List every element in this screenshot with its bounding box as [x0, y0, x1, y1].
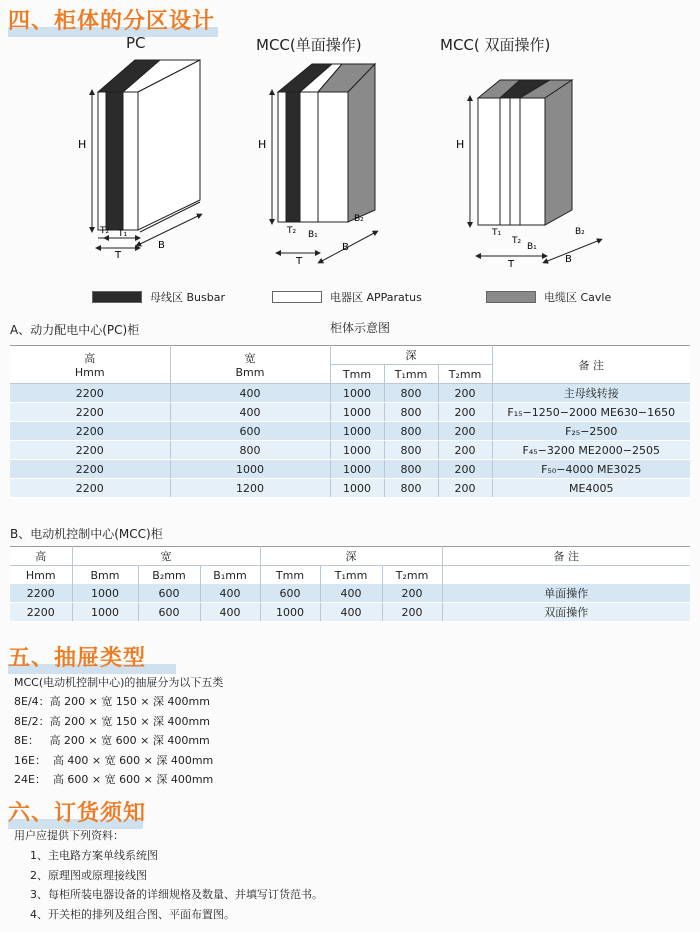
table-a-cell-note: F₄₅−3200 ME2000−2505 — [492, 441, 690, 460]
list-item: 8E： 高 200 × 宽 600 × 深 400mm — [14, 734, 210, 747]
pc-dim-h: H — [78, 138, 87, 151]
section-title-4: 四、柜体的分区设计 — [8, 4, 215, 35]
table-a-cell-t: 1000 — [330, 422, 384, 441]
table-a-cell-w: 1200 — [170, 479, 330, 498]
table-a-cell-t: 1000 — [330, 460, 384, 479]
table-a-cell-t2: 200 — [438, 384, 492, 403]
table-a-cell-note: 主母线转接 — [492, 384, 690, 403]
legend-cable: 电缆区 Cavle — [486, 289, 611, 305]
table-a — [10, 345, 690, 498]
table-b-header-bmm: Bmm — [72, 566, 138, 585]
table-a-cell-w: 400 — [170, 384, 330, 403]
svg-text:T₂: T₂ — [512, 236, 522, 246]
table-row — [10, 479, 690, 498]
pc-cabinet — [78, 60, 200, 261]
table-b-header-h: 高 — [10, 547, 72, 566]
svg-text:T₁: T₁ — [118, 229, 128, 239]
table-a-cell-t: 1000 — [330, 403, 384, 422]
table-a-cell-t2: 200 — [438, 479, 492, 498]
legend-apparatus: 电器区 APParatus — [272, 289, 422, 305]
table-a-header-t1: T₁mm — [384, 365, 438, 384]
table-a-cell-w: 600 — [170, 422, 330, 441]
table-b-cell-note: 双面操作 — [442, 603, 690, 622]
legend-swatch-busbar — [92, 291, 142, 303]
svg-text:T: T — [115, 250, 122, 261]
table-b-header-b2mm: B₂mm — [138, 566, 200, 585]
table-a-cell-t: 1000 — [330, 479, 384, 498]
mcc-double-cabinet — [456, 80, 600, 270]
svg-text:B: B — [158, 240, 165, 251]
table-a-cell-note: F₁₅−1250−2000 ME630−1650 — [492, 403, 690, 422]
list-item: 8E/2：高 200 × 宽 150 × 深 400mm — [14, 714, 210, 728]
section6-intro: 用户应提供下列资料： — [14, 829, 124, 842]
diagram-label-mcc-single: MCC(单面操作) — [256, 36, 362, 54]
table-b-header-t2mm: T₂mm — [382, 566, 442, 585]
svg-text:T: T — [508, 259, 515, 270]
table-a-cell-note: F₂₅−2500 — [492, 422, 690, 441]
table-b-cell-b2: 600 — [138, 584, 200, 603]
table-row — [10, 441, 690, 460]
table-a-cell-h: 2200 — [10, 479, 170, 498]
table-a-cell-w: 400 — [170, 403, 330, 422]
svg-text:T₂: T₂ — [100, 226, 110, 236]
table-a-cell-h: 2200 — [10, 441, 170, 460]
svg-text:B: B — [565, 254, 572, 265]
table-a-cell-t1: 800 — [384, 460, 438, 479]
table-b-cell-h: 2200 — [10, 584, 72, 603]
svg-text:H: H — [258, 138, 267, 151]
table-row — [10, 603, 690, 622]
list-item: 4、开关柜的排列及组合图、平面布置图。 — [30, 907, 235, 921]
diagram-label-mcc-double: MCC( 双面操作) — [440, 36, 551, 54]
table-b-cell-t2: 200 — [382, 584, 442, 603]
table-b-header-blank — [442, 566, 690, 585]
table-a-cell-t1: 800 — [384, 403, 438, 422]
table-a-cell-t2: 200 — [438, 422, 492, 441]
table-b-cell-b1: 400 — [200, 603, 260, 622]
cabinet-diagrams — [0, 0, 700, 290]
table-a-cell-w: 1000 — [170, 460, 330, 479]
table-a-cell-t1: 800 — [384, 479, 438, 498]
table-a-caption: A、动力配电中心(PC)柜 — [10, 323, 140, 337]
table-row — [10, 422, 690, 441]
table-a-header-t: Tmm — [330, 365, 384, 384]
table-a-cell-t2: 200 — [438, 441, 492, 460]
table-a-cell-h: 2200 — [10, 460, 170, 479]
table-b-cell-b2: 600 — [138, 603, 200, 622]
table-a-cell-w: 800 — [170, 441, 330, 460]
table-a-cell-t2: 200 — [438, 403, 492, 422]
svg-text:T: T — [296, 256, 303, 267]
table-row — [10, 584, 690, 603]
table-b — [10, 546, 690, 622]
section-title-5: 五、抽屉类型 — [8, 641, 146, 672]
section-title-6: 六、订货须知 — [8, 796, 146, 827]
table-a-cell-t: 1000 — [330, 384, 384, 403]
table-a-cell-t1: 800 — [384, 422, 438, 441]
svg-text:B₂: B₂ — [354, 214, 364, 224]
section5-intro: MCC(电动机控制中心)的抽屉分为以下五类 — [14, 676, 224, 689]
svg-text:H: H — [456, 138, 465, 151]
table-a-cell-t: 1000 — [330, 441, 384, 460]
table-a-cell-t1: 800 — [384, 441, 438, 460]
table-row — [10, 403, 690, 422]
section6-list — [30, 846, 323, 924]
table-b-cell-b: 1000 — [72, 584, 138, 603]
table-a-header-t2: T₂mm — [438, 365, 492, 384]
table-b-cell-t1: 400 — [320, 603, 382, 622]
table-b-cell-b: 1000 — [72, 603, 138, 622]
table-a-cell-note: ME4005 — [492, 479, 690, 498]
table-a-header-h: 高 Hmm — [10, 346, 170, 384]
svg-text:B₂: B₂ — [575, 227, 585, 237]
list-item: 2、原理图或原理接线图 — [30, 868, 147, 882]
list-item: 16E： 高 400 × 宽 600 × 深 400mm — [14, 753, 214, 767]
table-a-cell-h: 2200 — [10, 422, 170, 441]
list-item: 3、每柜所装电器设备的详细规格及数量、并填写订货范书。 — [30, 888, 323, 901]
table-a-header-d: 深 — [330, 346, 492, 365]
table-b-cell-t2: 200 — [382, 603, 442, 622]
table-a-header-note: 备 注 — [492, 346, 690, 384]
table-b-header-b1mm: B₁mm — [200, 566, 260, 585]
table-b-header-t1mm: T₁mm — [320, 566, 382, 585]
table-b-header-d: 深 — [260, 547, 442, 566]
table-a-cell-t2: 200 — [438, 460, 492, 479]
table-row — [10, 384, 690, 403]
svg-text:B₁: B₁ — [527, 242, 537, 252]
table-a-cell-h: 2200 — [10, 403, 170, 422]
table-b-caption: B、电动机控制中心(MCC)柜 — [10, 527, 163, 541]
svg-text:T₂: T₂ — [287, 226, 297, 236]
svg-text:B: B — [342, 242, 349, 253]
table-b-header-w: 宽 — [72, 547, 260, 566]
legend-busbar: 母线区 Busbar — [92, 289, 225, 305]
legend-swatch-apparatus — [272, 291, 322, 303]
table-a-header-w: 宽 Bmm — [170, 346, 330, 384]
table-b-header-note: 备 注 — [442, 547, 690, 566]
table-a-cell-h: 2200 — [10, 384, 170, 403]
table-b-cell-t1: 400 — [320, 584, 382, 603]
table-a-cell-t1: 800 — [384, 384, 438, 403]
table-b-cell-t: 1000 — [260, 603, 320, 622]
mcc-single-cabinet — [258, 64, 376, 267]
table-b-cell-note: 单面操作 — [442, 584, 690, 603]
table-b-cell-h: 2200 — [10, 603, 72, 622]
table-b-header-tmm: Tmm — [260, 566, 320, 585]
legend-swatch-cable — [486, 291, 536, 303]
section5-list — [14, 692, 213, 790]
table-row — [10, 460, 690, 479]
table-a-cell-note: F₅₀−4000 ME3025 — [492, 460, 690, 479]
table-b-header-hmm: Hmm — [10, 566, 72, 585]
svg-text:B₁: B₁ — [308, 230, 318, 240]
diagram-caption: 柜体示意图 — [330, 321, 391, 335]
table-b-cell-b1: 400 — [200, 584, 260, 603]
list-item: 8E/4：高 200 × 宽 150 × 深 400mm — [14, 695, 210, 708]
list-item: 1、主电路方案单线系统图 — [30, 849, 158, 862]
list-item: 24E： 高 600 × 宽 600 × 深 400mm — [14, 773, 214, 786]
svg-text:T₁: T₁ — [492, 228, 502, 238]
diagram-label-pc: PC — [126, 34, 146, 52]
table-b-cell-t: 600 — [260, 584, 320, 603]
